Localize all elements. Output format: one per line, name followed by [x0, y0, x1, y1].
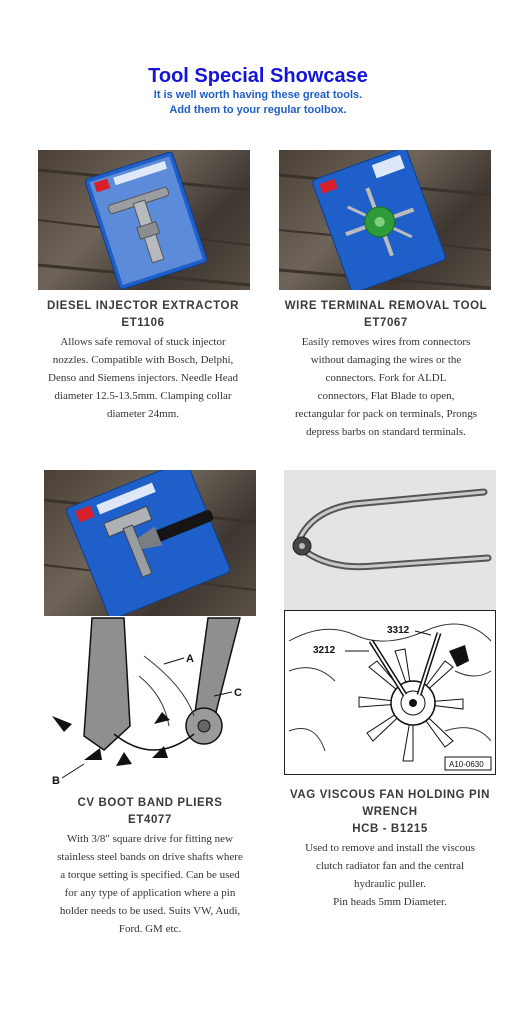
description-line: Ford. GM etc. [118, 923, 182, 935]
description-line: Denso and Siemens injectors. Needle Head [48, 372, 238, 384]
description-line: connectors. Fork for ALDL [325, 372, 447, 384]
description-line: With 3/8" square drive for fitting new [67, 833, 233, 845]
product-name-line-2: WRENCH [362, 806, 418, 818]
description-line: without damaging the wires or the [310, 354, 462, 366]
product-code: ET7067 [364, 317, 408, 329]
diagram-label-3212: 3212 [313, 645, 336, 656]
viscous-fan-holding-pin-wrench-photo [284, 470, 496, 610]
product-description [268, 333, 504, 441]
description-line: Easily removes wires from connectors [301, 336, 471, 348]
description-line: rectangular for pack on terminals, Prongs [294, 408, 478, 420]
page-subtitle-line-2: Add them to your regular toolbox. [169, 104, 347, 116]
diagram-label-a: A [186, 653, 194, 665]
description-line: Used to remove and install the viscous [305, 842, 475, 854]
description-line: connectors, Flat Blade to open, [317, 390, 455, 402]
product-card-wire-terminal-removal-tool [268, 298, 504, 441]
diagram-label-c: C [234, 687, 242, 699]
description-line: Pin heads 5mm Diameter. [333, 896, 447, 908]
cv-boot-band-pliers-photo [44, 470, 256, 616]
wire-terminal-removal-tool-image [279, 150, 491, 290]
diesel-injector-extractor-image [38, 150, 250, 290]
description-line: nozzles. Compatible with Bosch, Delphi, [52, 354, 234, 366]
product-description [30, 333, 256, 423]
product-description [272, 839, 508, 911]
description-line: a torque setting is specified. Can be used [60, 869, 240, 881]
description-line: diameter 12.5-13.5mm. Clamping collar [54, 390, 232, 402]
description-line: for any type of application where a pin [64, 887, 236, 899]
page-subtitle-line-1: It is well worth having these great tools. [153, 89, 363, 101]
product-name-line-1: VAG VISCOUS FAN HOLDING PIN [289, 789, 490, 801]
product-name: WIRE TERMINAL REMOVAL TOOL [284, 300, 488, 312]
description-line: depress barbs on standard terminals. [306, 426, 466, 438]
product-card-diesel-injector-extractor [30, 298, 256, 423]
product-card-cv-boot-band-pliers [30, 795, 270, 938]
product-code: ET1106 [121, 317, 165, 329]
viscous-fan-holding-pin-wrench-diagram [284, 610, 496, 775]
product-name: CV BOOT BAND PLIERS [77, 797, 223, 809]
page-title: Tool Special Showcase [148, 65, 368, 87]
description-line: stainless steel bands on drive shafts where [57, 851, 243, 863]
product-description [30, 830, 270, 938]
description-line: diameter 24mm. [106, 408, 180, 420]
diagram-label-3312: 3312 [387, 625, 410, 636]
description-line: clutch radiator fan and the central [315, 860, 465, 872]
description-line: hydraulic puller. [353, 878, 427, 890]
page-header [0, 64, 516, 118]
diagram-figure-id: A10-0630 [449, 760, 484, 769]
product-code: HCB - B1215 [352, 823, 428, 835]
description-line: Allows safe removal of stuck injector [60, 336, 226, 348]
diagram-label-b: B [52, 775, 60, 786]
description-line: holder needs to be used. Suits VW, Audi, [59, 905, 241, 917]
product-card-viscous-fan-holding-pin-wrench [272, 787, 508, 911]
product-name: DIESEL INJECTOR EXTRACTOR [46, 300, 239, 312]
product-code: ET4077 [128, 814, 172, 826]
cv-boot-band-pliers-diagram [44, 616, 256, 786]
